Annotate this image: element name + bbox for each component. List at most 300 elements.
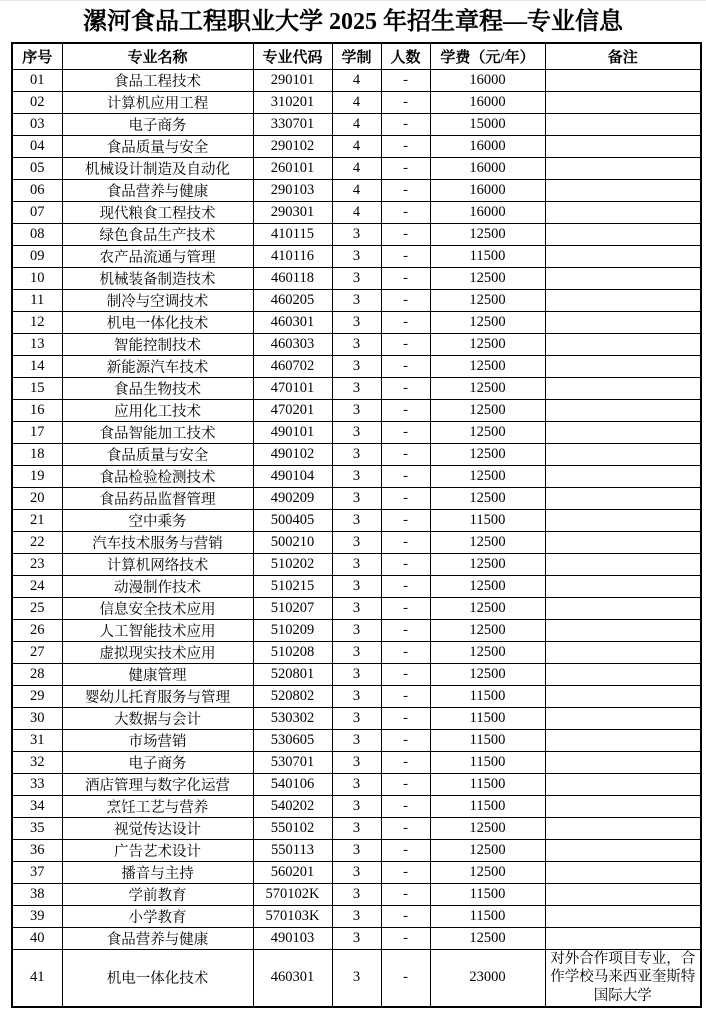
cell-duration: 3 bbox=[332, 377, 381, 399]
cell-remark bbox=[545, 113, 701, 135]
cell-fee: 12500 bbox=[430, 355, 545, 377]
table-row bbox=[12, 685, 701, 707]
cell-duration: 3 bbox=[332, 949, 381, 1007]
table-row bbox=[12, 773, 701, 795]
cell-no: 28 bbox=[12, 663, 62, 685]
cell-duration: 3 bbox=[332, 685, 381, 707]
cell-remark bbox=[545, 663, 701, 685]
cell-count: - bbox=[381, 531, 430, 553]
table-row bbox=[12, 289, 701, 311]
cell-no: 26 bbox=[12, 619, 62, 641]
cell-fee: 12500 bbox=[430, 927, 545, 949]
cell-duration: 3 bbox=[332, 641, 381, 663]
cell-name: 食品质量与安全 bbox=[62, 135, 253, 157]
cell-duration: 3 bbox=[332, 817, 381, 839]
table-row bbox=[12, 905, 701, 927]
cell-name: 人工智能技术应用 bbox=[62, 619, 253, 641]
cell-duration: 3 bbox=[332, 223, 381, 245]
column-header-no: 序号 bbox=[12, 43, 62, 69]
cell-count: - bbox=[381, 135, 430, 157]
cell-fee: 15000 bbox=[430, 113, 545, 135]
cell-remark bbox=[545, 553, 701, 575]
cell-count: - bbox=[381, 839, 430, 861]
cell-duration: 4 bbox=[332, 91, 381, 113]
cell-name: 智能控制技术 bbox=[62, 333, 253, 355]
table-row bbox=[12, 575, 701, 597]
cell-no: 40 bbox=[12, 927, 62, 949]
cell-remark bbox=[545, 333, 701, 355]
cell-count: - bbox=[381, 707, 430, 729]
cell-code: 530302 bbox=[253, 707, 332, 729]
cell-name: 婴幼儿托育服务与管理 bbox=[62, 685, 253, 707]
cell-fee: 12500 bbox=[430, 861, 545, 883]
cell-remark bbox=[545, 135, 701, 157]
cell-fee: 11500 bbox=[430, 905, 545, 927]
cell-count: - bbox=[381, 399, 430, 421]
cell-remark bbox=[545, 707, 701, 729]
cell-no: 32 bbox=[12, 751, 62, 773]
cell-no: 29 bbox=[12, 685, 62, 707]
table-row bbox=[12, 641, 701, 663]
cell-name: 农产品流通与管理 bbox=[62, 245, 253, 267]
cell-name: 信息安全技术应用 bbox=[62, 597, 253, 619]
cell-fee: 11500 bbox=[430, 883, 545, 905]
table-row bbox=[12, 245, 701, 267]
cell-remark: 对外合作项目专业，合作学校马来西亚奎斯特国际大学 bbox=[545, 949, 701, 1007]
cell-no: 14 bbox=[12, 355, 62, 377]
cell-code: 490101 bbox=[253, 421, 332, 443]
cell-duration: 3 bbox=[332, 795, 381, 817]
cell-count: - bbox=[381, 201, 430, 223]
table-row bbox=[12, 949, 701, 1007]
cell-fee: 11500 bbox=[430, 685, 545, 707]
cell-duration: 3 bbox=[332, 487, 381, 509]
cell-fee: 12500 bbox=[430, 223, 545, 245]
cell-name: 小学教育 bbox=[62, 905, 253, 927]
cell-code: 460118 bbox=[253, 267, 332, 289]
cell-fee: 11500 bbox=[430, 245, 545, 267]
cell-no: 34 bbox=[12, 795, 62, 817]
cell-duration: 3 bbox=[332, 883, 381, 905]
cell-no: 41 bbox=[12, 949, 62, 1007]
cell-count: - bbox=[381, 597, 430, 619]
cell-code: 540106 bbox=[253, 773, 332, 795]
cell-fee: 12500 bbox=[430, 443, 545, 465]
cell-count: - bbox=[381, 641, 430, 663]
cell-code: 290101 bbox=[253, 69, 332, 91]
cell-fee: 12500 bbox=[430, 333, 545, 355]
cell-name: 汽车技术服务与营销 bbox=[62, 531, 253, 553]
cell-no: 22 bbox=[12, 531, 62, 553]
cell-code: 510209 bbox=[253, 619, 332, 641]
cell-no: 11 bbox=[12, 289, 62, 311]
table-row bbox=[12, 157, 701, 179]
table-row bbox=[12, 729, 701, 751]
cell-count: - bbox=[381, 509, 430, 531]
cell-no: 23 bbox=[12, 553, 62, 575]
cell-count: - bbox=[381, 465, 430, 487]
table-row bbox=[12, 135, 701, 157]
cell-no: 15 bbox=[12, 377, 62, 399]
cell-no: 36 bbox=[12, 839, 62, 861]
cell-name: 食品生物技术 bbox=[62, 377, 253, 399]
cell-fee: 12500 bbox=[430, 663, 545, 685]
cell-code: 510207 bbox=[253, 597, 332, 619]
cell-remark bbox=[545, 311, 701, 333]
cell-name: 电子商务 bbox=[62, 751, 253, 773]
table-row bbox=[12, 839, 701, 861]
cell-code: 470201 bbox=[253, 399, 332, 421]
cell-count: - bbox=[381, 883, 430, 905]
cell-name: 电子商务 bbox=[62, 113, 253, 135]
cell-remark bbox=[545, 597, 701, 619]
cell-code: 500405 bbox=[253, 509, 332, 531]
cell-remark bbox=[545, 377, 701, 399]
cell-count: - bbox=[381, 751, 430, 773]
column-header-count: 人数 bbox=[381, 43, 430, 69]
cell-remark bbox=[545, 729, 701, 751]
cell-count: - bbox=[381, 553, 430, 575]
cell-code: 530605 bbox=[253, 729, 332, 751]
cell-remark bbox=[545, 69, 701, 91]
cell-duration: 4 bbox=[332, 69, 381, 91]
cell-remark bbox=[545, 751, 701, 773]
cell-name: 机电一体化技术 bbox=[62, 311, 253, 333]
cell-fee: 12500 bbox=[430, 289, 545, 311]
cell-duration: 4 bbox=[332, 201, 381, 223]
cell-code: 260101 bbox=[253, 157, 332, 179]
cell-count: - bbox=[381, 267, 430, 289]
cell-name: 机械装备制造技术 bbox=[62, 267, 253, 289]
cell-fee: 12500 bbox=[430, 839, 545, 861]
cell-name: 学前教育 bbox=[62, 883, 253, 905]
cell-name: 健康管理 bbox=[62, 663, 253, 685]
cell-fee: 12500 bbox=[430, 267, 545, 289]
cell-remark bbox=[545, 619, 701, 641]
cell-count: - bbox=[381, 729, 430, 751]
cell-no: 12 bbox=[12, 311, 62, 333]
cell-name: 食品营养与健康 bbox=[62, 179, 253, 201]
column-header-remark: 备注 bbox=[545, 43, 701, 69]
table-row bbox=[12, 69, 701, 91]
cell-duration: 3 bbox=[332, 575, 381, 597]
cell-duration: 3 bbox=[332, 927, 381, 949]
cell-duration: 3 bbox=[332, 443, 381, 465]
cell-no: 19 bbox=[12, 465, 62, 487]
cell-remark bbox=[545, 861, 701, 883]
cell-no: 24 bbox=[12, 575, 62, 597]
cell-no: 09 bbox=[12, 245, 62, 267]
cell-fee: 12500 bbox=[430, 641, 545, 663]
table-row bbox=[12, 927, 701, 949]
cell-remark bbox=[545, 795, 701, 817]
cell-count: - bbox=[381, 487, 430, 509]
cell-count: - bbox=[381, 619, 430, 641]
cell-no: 07 bbox=[12, 201, 62, 223]
cell-name: 绿色食品生产技术 bbox=[62, 223, 253, 245]
cell-remark bbox=[545, 575, 701, 597]
column-header-fee: 学费（元/年） bbox=[430, 43, 545, 69]
cell-name: 应用化工技术 bbox=[62, 399, 253, 421]
cell-count: - bbox=[381, 223, 430, 245]
cell-duration: 3 bbox=[332, 267, 381, 289]
cell-code: 290301 bbox=[253, 201, 332, 223]
cell-duration: 3 bbox=[332, 531, 381, 553]
cell-count: - bbox=[381, 377, 430, 399]
cell-fee: 16000 bbox=[430, 201, 545, 223]
cell-duration: 3 bbox=[332, 751, 381, 773]
cell-count: - bbox=[381, 949, 430, 1007]
table-row bbox=[12, 223, 701, 245]
cell-remark bbox=[545, 927, 701, 949]
cell-name: 广告艺术设计 bbox=[62, 839, 253, 861]
cell-name: 酒店管理与数字化运营 bbox=[62, 773, 253, 795]
cell-code: 490209 bbox=[253, 487, 332, 509]
cell-no: 21 bbox=[12, 509, 62, 531]
cell-duration: 3 bbox=[332, 773, 381, 795]
cell-duration: 4 bbox=[332, 179, 381, 201]
cell-fee: 12500 bbox=[430, 575, 545, 597]
cell-name: 视觉传达设计 bbox=[62, 817, 253, 839]
cell-no: 17 bbox=[12, 421, 62, 443]
cell-duration: 3 bbox=[332, 905, 381, 927]
cell-code: 460702 bbox=[253, 355, 332, 377]
cell-no: 27 bbox=[12, 641, 62, 663]
table-row bbox=[12, 179, 701, 201]
cell-remark bbox=[545, 289, 701, 311]
table-row bbox=[12, 201, 701, 223]
table-row bbox=[12, 531, 701, 553]
table-row bbox=[12, 861, 701, 883]
cell-duration: 3 bbox=[332, 597, 381, 619]
cell-remark bbox=[545, 223, 701, 245]
cell-duration: 3 bbox=[332, 861, 381, 883]
cell-no: 35 bbox=[12, 817, 62, 839]
cell-fee: 11500 bbox=[430, 729, 545, 751]
cell-fee: 11500 bbox=[430, 707, 545, 729]
cell-count: - bbox=[381, 795, 430, 817]
cell-code: 460301 bbox=[253, 311, 332, 333]
cell-remark bbox=[545, 487, 701, 509]
cell-remark bbox=[545, 905, 701, 927]
cell-count: - bbox=[381, 157, 430, 179]
cell-code: 490103 bbox=[253, 927, 332, 949]
cell-count: - bbox=[381, 91, 430, 113]
cell-count: - bbox=[381, 861, 430, 883]
table-body bbox=[12, 69, 701, 1007]
cell-remark bbox=[545, 355, 701, 377]
table-row bbox=[12, 91, 701, 113]
cell-fee: 11500 bbox=[430, 751, 545, 773]
cell-fee: 16000 bbox=[430, 157, 545, 179]
cell-fee: 12500 bbox=[430, 311, 545, 333]
table-row bbox=[12, 795, 701, 817]
cell-count: - bbox=[381, 245, 430, 267]
cell-no: 06 bbox=[12, 179, 62, 201]
cell-count: - bbox=[381, 817, 430, 839]
cell-fee: 11500 bbox=[430, 773, 545, 795]
cell-code: 310201 bbox=[253, 91, 332, 113]
cell-remark bbox=[545, 245, 701, 267]
cell-duration: 3 bbox=[332, 839, 381, 861]
cell-remark bbox=[545, 421, 701, 443]
cell-count: - bbox=[381, 443, 430, 465]
cell-duration: 3 bbox=[332, 619, 381, 641]
cell-count: - bbox=[381, 113, 430, 135]
cell-no: 38 bbox=[12, 883, 62, 905]
cell-fee: 12500 bbox=[430, 487, 545, 509]
cell-name: 空中乘务 bbox=[62, 509, 253, 531]
cell-no: 03 bbox=[12, 113, 62, 135]
table-row bbox=[12, 311, 701, 333]
table-row bbox=[12, 619, 701, 641]
cell-no: 37 bbox=[12, 861, 62, 883]
cell-no: 10 bbox=[12, 267, 62, 289]
cell-fee: 12500 bbox=[430, 421, 545, 443]
cell-remark bbox=[545, 91, 701, 113]
cell-count: - bbox=[381, 289, 430, 311]
table-row bbox=[12, 663, 701, 685]
cell-fee: 12500 bbox=[430, 377, 545, 399]
column-header-duration: 学制 bbox=[332, 43, 381, 69]
cell-name: 现代粮食工程技术 bbox=[62, 201, 253, 223]
cell-code: 520801 bbox=[253, 663, 332, 685]
cell-duration: 3 bbox=[332, 245, 381, 267]
cell-code: 500210 bbox=[253, 531, 332, 553]
cell-name: 大数据与会计 bbox=[62, 707, 253, 729]
cell-no: 39 bbox=[12, 905, 62, 927]
cell-name: 计算机应用工程 bbox=[62, 91, 253, 113]
cell-no: 30 bbox=[12, 707, 62, 729]
cell-remark bbox=[545, 883, 701, 905]
cell-count: - bbox=[381, 927, 430, 949]
cell-duration: 3 bbox=[332, 311, 381, 333]
cell-name: 机械设计制造及自动化 bbox=[62, 157, 253, 179]
cell-fee: 12500 bbox=[430, 465, 545, 487]
table-row bbox=[12, 399, 701, 421]
cell-no: 02 bbox=[12, 91, 62, 113]
cell-code: 540202 bbox=[253, 795, 332, 817]
table-row bbox=[12, 267, 701, 289]
cell-count: - bbox=[381, 685, 430, 707]
cell-no: 01 bbox=[12, 69, 62, 91]
cell-code: 410115 bbox=[253, 223, 332, 245]
column-header-major-code: 专业代码 bbox=[253, 43, 332, 69]
cell-code: 510208 bbox=[253, 641, 332, 663]
cell-code: 410116 bbox=[253, 245, 332, 267]
cell-duration: 3 bbox=[332, 729, 381, 751]
cell-remark bbox=[545, 839, 701, 861]
cell-count: - bbox=[381, 179, 430, 201]
cell-count: - bbox=[381, 773, 430, 795]
cell-count: - bbox=[381, 905, 430, 927]
cell-name: 市场营销 bbox=[62, 729, 253, 751]
cell-remark bbox=[545, 531, 701, 553]
cell-name: 食品检验检测技术 bbox=[62, 465, 253, 487]
cell-name: 新能源汽车技术 bbox=[62, 355, 253, 377]
cell-count: - bbox=[381, 311, 430, 333]
cell-remark bbox=[545, 685, 701, 707]
cell-count: - bbox=[381, 663, 430, 685]
cell-name: 虚拟现实技术应用 bbox=[62, 641, 253, 663]
cell-code: 550113 bbox=[253, 839, 332, 861]
cell-count: - bbox=[381, 575, 430, 597]
cell-no: 18 bbox=[12, 443, 62, 465]
cell-remark bbox=[545, 201, 701, 223]
cell-fee: 12500 bbox=[430, 531, 545, 553]
table-row bbox=[12, 553, 701, 575]
cell-duration: 3 bbox=[332, 465, 381, 487]
cell-no: 25 bbox=[12, 597, 62, 619]
cell-code: 490104 bbox=[253, 465, 332, 487]
cell-remark bbox=[545, 179, 701, 201]
table-row bbox=[12, 355, 701, 377]
table-row bbox=[12, 333, 701, 355]
cell-no: 08 bbox=[12, 223, 62, 245]
table-row bbox=[12, 707, 701, 729]
column-header-major-name: 专业名称 bbox=[62, 43, 253, 69]
cell-fee: 12500 bbox=[430, 597, 545, 619]
cell-duration: 4 bbox=[332, 157, 381, 179]
cell-duration: 4 bbox=[332, 135, 381, 157]
cell-duration: 3 bbox=[332, 509, 381, 531]
cell-count: - bbox=[381, 333, 430, 355]
table-row bbox=[12, 421, 701, 443]
cell-duration: 3 bbox=[332, 289, 381, 311]
cell-name: 动漫制作技术 bbox=[62, 575, 253, 597]
cell-duration: 3 bbox=[332, 421, 381, 443]
cell-fee: 16000 bbox=[430, 135, 545, 157]
table-row bbox=[12, 487, 701, 509]
cell-name: 食品工程技术 bbox=[62, 69, 253, 91]
cell-code: 460303 bbox=[253, 333, 332, 355]
cell-code: 570103K bbox=[253, 905, 332, 927]
cell-fee: 12500 bbox=[430, 619, 545, 641]
cell-code: 290103 bbox=[253, 179, 332, 201]
cell-name: 食品营养与健康 bbox=[62, 927, 253, 949]
cell-no: 05 bbox=[12, 157, 62, 179]
cell-code: 470101 bbox=[253, 377, 332, 399]
cell-remark bbox=[545, 773, 701, 795]
cell-code: 510215 bbox=[253, 575, 332, 597]
cell-fee: 11500 bbox=[430, 509, 545, 531]
table-row bbox=[12, 465, 701, 487]
cell-duration: 3 bbox=[332, 333, 381, 355]
cell-duration: 3 bbox=[332, 663, 381, 685]
cell-duration: 3 bbox=[332, 399, 381, 421]
cell-no: 20 bbox=[12, 487, 62, 509]
cell-remark bbox=[545, 443, 701, 465]
cell-no: 13 bbox=[12, 333, 62, 355]
cell-remark bbox=[545, 399, 701, 421]
cell-remark bbox=[545, 509, 701, 531]
table-row bbox=[12, 443, 701, 465]
cell-name: 机电一体化技术 bbox=[62, 949, 253, 1007]
table-row bbox=[12, 377, 701, 399]
cell-fee: 12500 bbox=[430, 399, 545, 421]
cell-fee: 11500 bbox=[430, 795, 545, 817]
cell-remark bbox=[545, 267, 701, 289]
cell-code: 290102 bbox=[253, 135, 332, 157]
cell-code: 570102K bbox=[253, 883, 332, 905]
cell-fee: 12500 bbox=[430, 817, 545, 839]
cell-no: 04 bbox=[12, 135, 62, 157]
cell-name: 烹饪工艺与营养 bbox=[62, 795, 253, 817]
header-row bbox=[12, 43, 701, 69]
cell-name: 计算机网络技术 bbox=[62, 553, 253, 575]
cell-code: 520802 bbox=[253, 685, 332, 707]
cell-count: - bbox=[381, 69, 430, 91]
